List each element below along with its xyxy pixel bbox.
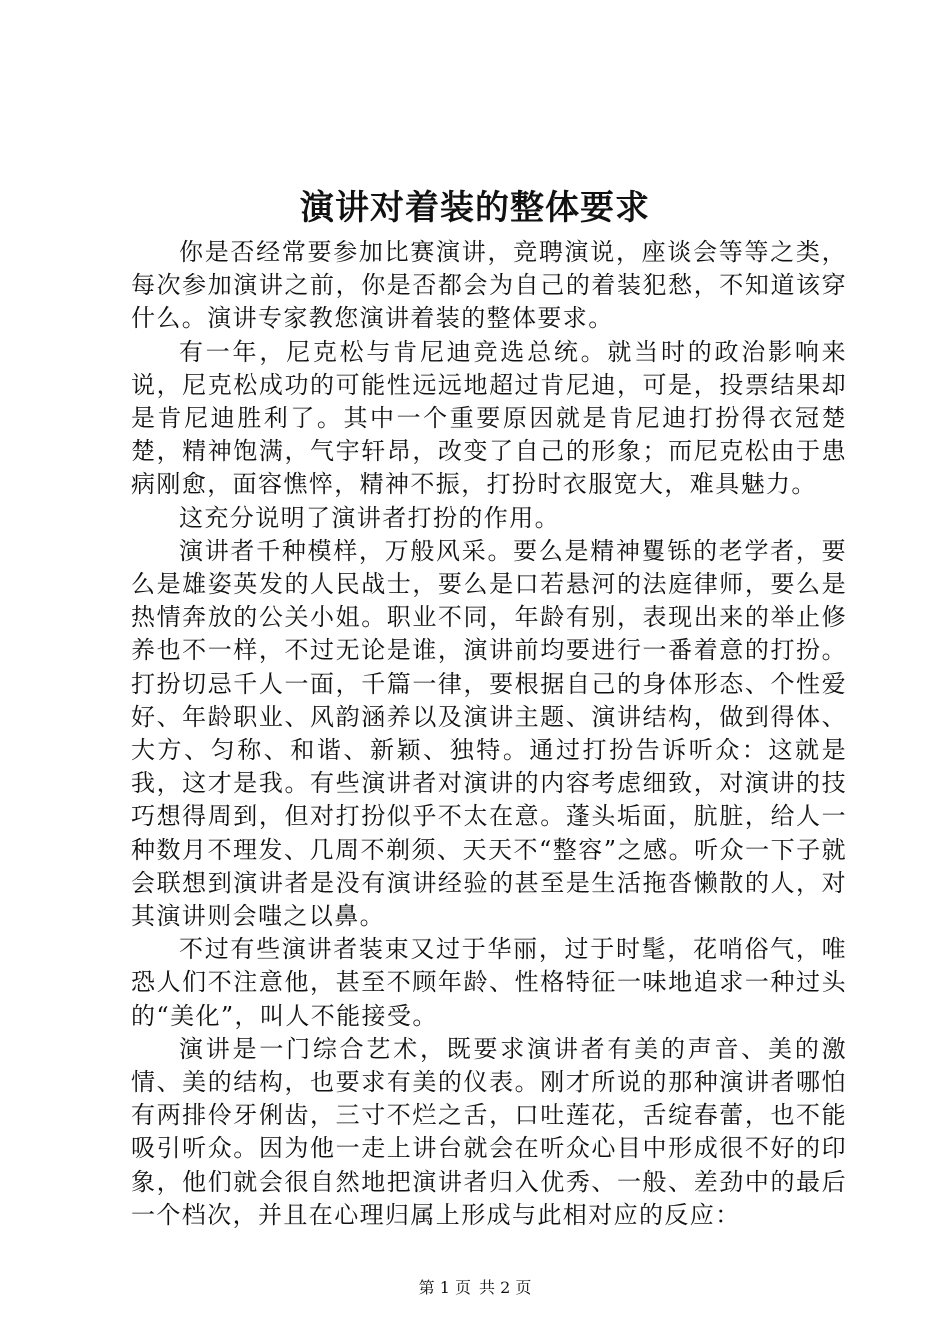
paragraph: 演讲是一门综合艺术，既要求演讲者有美的声音、美的激情、美的结构，也要求有美的仪表。刚才所说的那种演讲者哪怕有两排伶牙俐齿，三寸不烂之舌，口吐莲花，舌绽春蕾，也不能吸引听众。因为他一走上讲台就会在听众心目中形成很不好的印象，他们就会很自然地把演讲者归入优秀、一般、差劲中的最后一个档次，并且在心理归属上形成与此相对应的反应：	[131, 1034, 847, 1229]
page-number: 第 1 页	[418, 1278, 471, 1297]
page-total: 共 2 页	[479, 1278, 532, 1297]
paragraph: 不过有些演讲者装束又过于华丽，过于时髦，花哨俗气，唯恐人们不注意他，甚至不顾年龄、性格特征一味地追求一种过头的“美化”，叫人不能接受。	[131, 935, 847, 1030]
paragraph: 你是否经常要参加比赛演讲，竞聘演说，座谈会等等之类，每次参加演讲之前，你是否都会为自己的着装犯愁，不知道该穿什么。演讲专家教您演讲着装的整体要求。	[131, 238, 847, 333]
page-footer	[0, 1276, 950, 1300]
paragraph: 这充分说明了演讲者打扮的作用。	[179, 503, 560, 532]
paragraph: 有一年，尼克松与肯尼迪竞选总统。就当时的政治影响来说，尼克松成功的可能性远远地超过肯尼迪，可是，投票结果却是肯尼迪胜利了。其中一个重要原因就是肯尼迪打扮得衣冠楚楚，精神饱满，气宇轩昂，改变了自己的形象；而尼克松由于患病刚愈，面容憔悴，精神不振，打扮时衣服宽大，难具魅力。	[131, 337, 847, 499]
document-title: 演讲对着装的整体要求	[300, 188, 650, 228]
document-body	[131, 236, 847, 1232]
paragraph: 演讲者千种模样，万般风采。要么是精神矍铄的老学者，要么是雄姿英发的人民战士，要么是口若悬河的法庭律师，要么是热情奔放的公关小姐。职业不同，年龄有别，表现出来的举止修养也不一样，不过无论是谁，演讲前均要进行一番着意的打扮。打扮切忌千人一面，千篇一律，要根据自己的身体形态、个性爱好、年龄职业、风韵涵养以及演讲主题、演讲结构，做到得体、大方、匀称、和谐、新颖、独特。通过打扮告诉听众：这就是我，这才是我。有些演讲者对演讲的内容考虑细致，对演讲的技巧想得周到，但对打扮似乎不太在意。蓬头垢面，肮脏，给人一种数月不理发、几周不剃须、天天不“整容”之感。听众一下子就会联想到演讲者是没有演讲经验的甚至是生活拖沓懒散的人，对其演讲则会嗤之以鼻。	[131, 536, 847, 931]
